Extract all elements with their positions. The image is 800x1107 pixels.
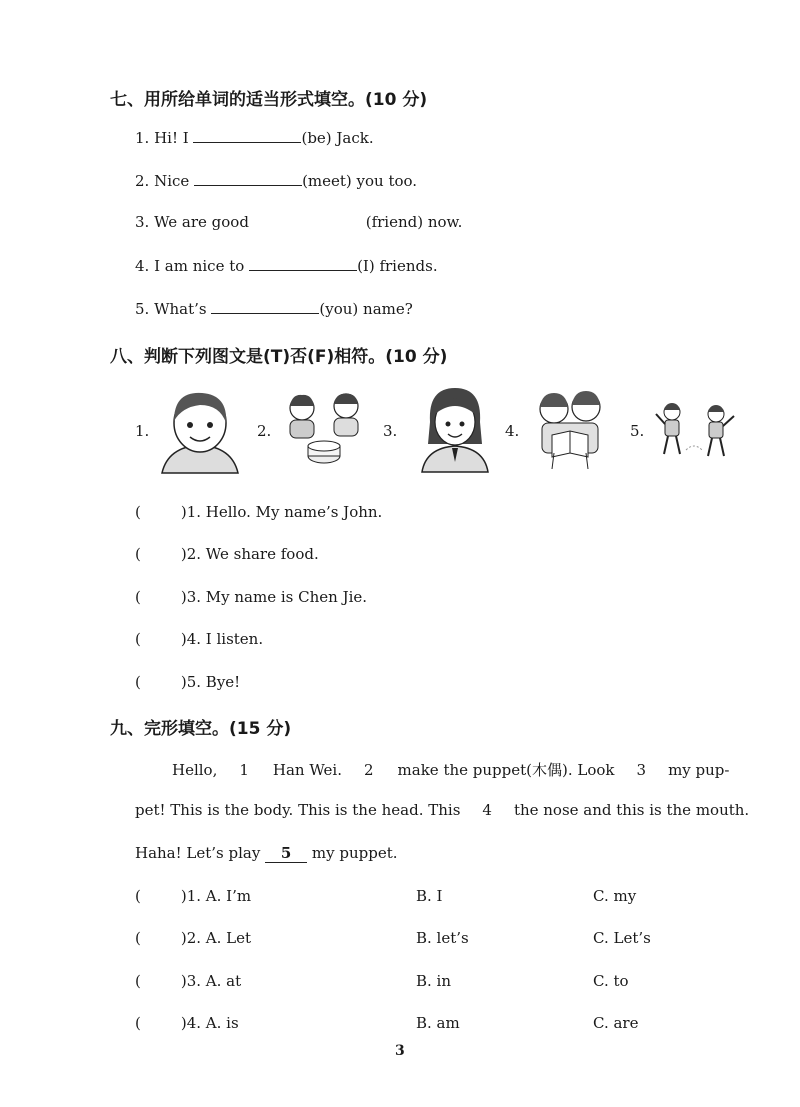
s7-item-2-hint: (meet) you too.	[302, 172, 418, 190]
passage-line-2	[135, 801, 749, 819]
s7-item-5-hint: (you) name?	[319, 300, 413, 318]
s7-item-5-pre: 5. What’s	[135, 300, 207, 318]
passage-text: Hello,	[172, 761, 218, 779]
pic-number-4: 4.	[505, 422, 520, 440]
s8-row-2	[135, 545, 319, 563]
s7-item-2-blank[interactable]	[194, 171, 302, 186]
pic-number-3: 3.	[383, 422, 398, 440]
passage-text: Haha! Let’s play	[135, 844, 261, 862]
s7-item-4-blank[interactable]	[249, 256, 357, 271]
section7-title: 七、用所给单词的适当形式填空。(10 分)	[110, 90, 428, 110]
q-3-option-c: C. to	[593, 972, 629, 990]
q-2-paren[interactable]: (	[135, 929, 141, 947]
s7-item-4-pre: 4. I am nice to	[135, 257, 245, 275]
q-3-option-b: B. in	[416, 972, 452, 990]
s8-row-1-text: )1. Hello. My name’s John.	[180, 503, 383, 521]
passage-text: the nose and this is the mouth.	[513, 801, 750, 819]
s7-item-2-pre: 2. Nice	[135, 172, 190, 190]
s8-row-5-text: )5. Bye!	[180, 673, 241, 691]
girl-portrait-illustration	[420, 382, 490, 474]
s8-row-5	[135, 673, 240, 691]
q-2-option-a: )2. A. Let	[180, 929, 252, 947]
q-2-option-c: C. Let’s	[593, 929, 651, 947]
blank-number-3: 3	[636, 761, 647, 779]
kids-reading-book-illustration	[530, 385, 612, 471]
passage-text: my pup-	[668, 761, 730, 779]
s8-row-4-text: )4. I listen.	[180, 630, 264, 648]
s7-item-1-pre: 1. Hi! I	[135, 129, 189, 147]
q-1-option-a: )1. A. I’m	[180, 887, 252, 905]
s7-item-3-hint: (friend) now.	[365, 213, 463, 231]
q-2-option-b: B. let’s	[416, 929, 469, 947]
passage-line-3	[135, 844, 398, 863]
q-row-1	[135, 887, 251, 905]
s7-item-4-hint: (I) friends.	[357, 257, 438, 275]
passage-line-1	[172, 759, 729, 780]
s8-row-3	[135, 588, 367, 606]
s7-item-1-hint: (be) Jack.	[301, 129, 374, 147]
s8-row-4	[135, 630, 263, 648]
q-4-paren[interactable]: (	[135, 1014, 141, 1032]
s7-item-1-blank[interactable]	[193, 128, 301, 143]
kids-waving-bye-illustration	[652, 400, 738, 460]
section8-title: 八、判断下列图文是(T)否(F)相符。(10 分)	[110, 347, 448, 367]
kids-sharing-cake-illustration	[278, 388, 370, 468]
s7-item-1	[135, 128, 374, 147]
q-3-option-a: )3. A. at	[180, 972, 242, 990]
passage-text: make the puppet(木偶). Look	[397, 761, 615, 779]
q-1-paren[interactable]: (	[135, 887, 141, 905]
s7-item-3-pre: 3. We are good	[135, 213, 249, 231]
pic-number-1: 1.	[135, 422, 150, 440]
q-row-4	[135, 1014, 239, 1032]
q-4-option-a: )4. A. is	[180, 1014, 239, 1032]
pic-number-2: 2.	[257, 422, 272, 440]
s8-row-1	[135, 503, 382, 521]
page-number: 3	[395, 1043, 405, 1059]
passage-text: pet! This is the body. This is the head. This	[135, 801, 461, 819]
s7-item-2	[135, 171, 417, 190]
q-3-paren[interactable]: (	[135, 972, 141, 990]
s8-row-4-paren[interactable]: (	[135, 630, 141, 648]
s7-item-4	[135, 256, 438, 275]
boy-portrait-illustration	[160, 385, 240, 475]
blank-number-5: 5	[265, 844, 307, 863]
section9-title: 九、完形填空。(15 分)	[110, 719, 292, 739]
s8-row-3-text: )3. My name is Chen Jie.	[180, 588, 368, 606]
s8-row-2-text: )2. We share food.	[180, 545, 319, 563]
passage-text: my puppet.	[311, 844, 398, 862]
passage-text: Han Wei.	[272, 761, 342, 779]
q-1-option-c: C. my	[593, 887, 637, 905]
s7-item-5	[135, 299, 413, 318]
s8-row-2-paren[interactable]: (	[135, 545, 141, 563]
q-4-option-c: C. are	[593, 1014, 639, 1032]
pic-number-5: 5.	[630, 422, 645, 440]
q-1-option-b: B. I	[416, 887, 443, 905]
q-row-2	[135, 929, 251, 947]
s7-item-5-blank[interactable]	[211, 299, 319, 314]
s8-row-3-paren[interactable]: (	[135, 588, 141, 606]
q-row-3	[135, 972, 241, 990]
blank-number-4: 4	[482, 801, 492, 819]
blank-number-2: 2	[364, 761, 374, 779]
blank-number-1: 1	[239, 761, 249, 779]
s8-row-1-paren[interactable]: (	[135, 503, 141, 521]
q-4-option-b: B. am	[416, 1014, 460, 1032]
s8-row-5-paren[interactable]: (	[135, 673, 141, 691]
s7-item-3	[135, 213, 462, 231]
